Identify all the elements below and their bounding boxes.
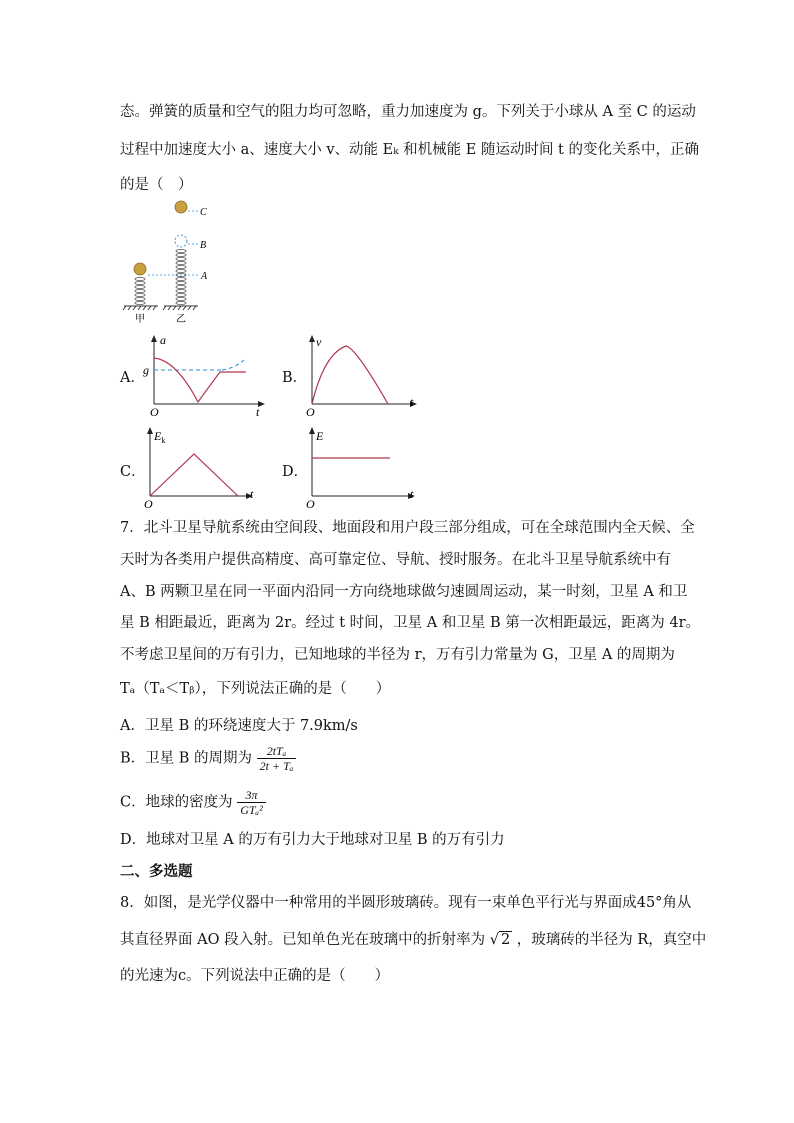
graph-b-curve [312,346,388,404]
section-heading-multi-choice: 二、多选题 [120,863,193,880]
graph-b-origin: O [306,405,315,418]
q7-line-6: Tₐ（Tₐ＜Tᵦ），下列说法正确的是（ ） [120,681,391,697]
svg-text:Ek [153,429,165,445]
graph-b-t-label: t [410,395,414,409]
q8-line-2-a: 其直径界面 AO 段入射。已知单色光在玻璃中的折射率为 [120,932,486,948]
graph-c-t-label: t [250,487,254,501]
q7-option-b-den: 2t + Tₐ [259,759,294,773]
graph-a-origin: O [150,405,159,418]
q6-line-3: 的是（ ） [120,177,193,193]
q7-option-d: D．地球对卫星 A 的万有引力大于地球对卫星 B 的万有引力 [120,832,505,848]
graph-a-dashed-rise [222,360,244,370]
graph-c [140,424,270,512]
q6-line-2: 过程中加速度大小 a、速度大小 v、动能 Eₖ 和机械能 E 随运动时间 t 的变化关系中，正确 [120,142,699,158]
q8-line-2-b: ，玻璃砖的半径为 R，真空中 [516,932,707,948]
graph-a [140,332,270,418]
ball-c [175,201,187,213]
graph-a-t-label: t [256,405,260,418]
q7-option-c [120,788,266,817]
graph-d-t-label: t [410,487,414,501]
graph-a-y-label: a [160,333,166,347]
q8-sqrt: √ 2 [489,932,511,948]
q7-option-b-num: 2tTₐ [257,744,297,759]
graph-d-origin: O [306,497,315,511]
spring-yi [176,249,186,304]
q8-line-1: 8．如图，是光学仪器中一种常用的半圆形玻璃砖。现有一束单色平行光与界面成45°角从 [120,895,692,911]
q7-option-a: A．卫星 B 的环绕速度大于 7.9km/s [120,718,358,734]
q7-option-c-den: GTₐ² [240,803,263,817]
q7-option-c-num: 3π [237,788,265,803]
option-b-letter: B． [282,370,308,386]
ball-b [175,235,187,247]
label-a: A [201,271,208,282]
q7-line-2: 天时为各类用户提供高精度、高可靠定位、导航、授时服务。在北斗卫星导航系统中有 [120,552,671,568]
q8-line-3: 的光速为c。下列说法中正确的是（ ） [120,968,390,984]
label-b: B [200,240,207,251]
q8-sqrt-value: 2 [500,932,511,948]
graph-c-curve [150,454,238,496]
q7-option-b [120,744,296,773]
ground [123,306,198,310]
graph-d [302,424,432,512]
option-a-letter: A． [120,370,145,386]
q7-line-1: 7．北斗卫星导航系统由空间段、地面段和用户段三部分组成，可在全球范围内全天候、全 [120,520,695,536]
option-c-letter: C． [120,464,146,480]
graph-c-y-label: E [154,429,162,443]
spring-figure [118,195,228,327]
graph-c-y-sub: k [161,436,166,445]
q7-line-3: A、B 两颗卫星在同一平面内沿同一方向绕地球做匀速圆周运动，某一时刻，卫星 A 和卫 [120,584,688,600]
q7-option-c-prefix: C．地球的密度为 [120,794,233,811]
ball-jia [134,263,146,275]
label-c: C [200,207,207,218]
option-d-letter: D． [282,464,309,480]
graph-d-y-label: E [316,429,324,443]
q7-line-4: 星 B 相距最近，距离为 2r。经过 t 时间，卫星 A 和卫星 B 第一次相距最远，距离为 4r。 [120,615,701,631]
graph-c-origin: O [144,497,153,511]
graph-a-g-label: g [143,363,149,377]
label-jia: 甲 [135,314,145,325]
q7-option-c-fraction [237,788,265,817]
q7-option-b-prefix: B．卫星 B 的周期为 [120,750,253,767]
q8-line-2 [120,930,706,950]
q7-line-5: 不考虑卫星间的万有引力，已知地球的半径为 r，万有引力常量为 G，卫星 A 的周期为 [120,647,675,663]
q6-line-1: 态。弹簧的质量和空气的阻力均可忽略，重力加速度为 g。下列关于小球从 A 至 C 的运动 [120,104,696,120]
graph-a-curve [154,358,246,402]
q7-option-b-fraction [257,744,297,773]
label-yi: 乙 [176,314,186,325]
graph-b [302,332,432,418]
spring-jia [135,277,145,304]
graph-b-y-label: v [316,335,322,349]
